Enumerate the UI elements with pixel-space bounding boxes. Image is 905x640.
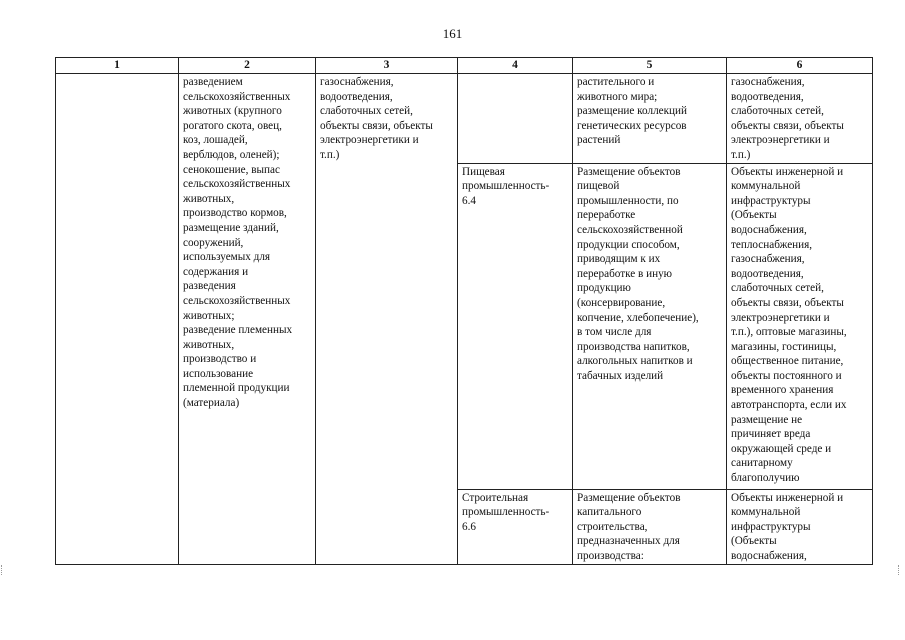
land-use-table — [55, 57, 873, 565]
page-number: 161 — [442, 26, 463, 41]
header-col-4: 4 — [458, 58, 573, 74]
use-type-cell: Строительная промышленность- 6.6 — [458, 489, 573, 564]
scan-mark — [898, 565, 903, 575]
header-col-5: 5 — [573, 58, 727, 74]
main-use-description-cell: разведением сельскохозяйственных животных (крупного рогатого скота, овец, коз, лошадей, верблюдов, оленей); сенокошение, выпас сельскохозяйственных животных, производство кормов, размещение зданий, сооружений, используемых для содержания и разведения сельскохозяйственных животных; разведение племенных животных, производство и использование племенной продукции (материала) — [179, 74, 316, 565]
use-description-cell: Размещение объектов капитального строительства, предназначенных для производства: — [573, 489, 727, 564]
permitted-objects-cell: газоснабжения, водоотведения, слаботочных сетей, объекты связи, объекты электроэнергетики и т.п.) — [727, 74, 873, 164]
permitted-objects-cell: Объекты инженерной и коммунальной инфраструктуры (Объекты водоснабжения, теплоснабжения, газоснабжения, водоотведения, слаботочных сетей, объекты связи, объекты электроэнергетики и т.п.), оптовые магазины, магазины, гостиницы, общественное питание, объекты постоянного и временного хранения автотранспорта, если их размещение не причиняет вреда окружающей среде и санитарному благополучию — [727, 163, 873, 489]
table-row — [56, 74, 873, 164]
header-row — [56, 58, 873, 74]
scan-mark — [1, 565, 6, 575]
use-type-cell: Пищевая промышленность- 6.4 — [458, 163, 573, 489]
use-description-cell: растительного и животного мира; размещение коллекций генетических ресурсов растений — [573, 74, 727, 164]
use-type-cell — [458, 74, 573, 164]
permitted-objects-cell: Объекты инженерной и коммунальной инфраструктуры (Объекты водоснабжения, — [727, 489, 873, 564]
header-col-3: 3 — [316, 58, 458, 74]
header-col-1: 1 — [56, 58, 179, 74]
use-description-cell: Размещение объектов пищевой промышленности, по переработке сельскохозяйственной продукции способом, приводящим к их переработке в иную продукцию (консервирование, копчение, хлебопечение), в том числе для производства напитков, алкогольных напитков и табачных изделий — [573, 163, 727, 489]
infrastructure-cell: газоснабжения, водоотведения, слаботочных сетей, объекты связи, объекты электроэнергетики и т.п.) — [316, 74, 458, 565]
header-col-2: 2 — [179, 58, 316, 74]
header-col-6: 6 — [727, 58, 873, 74]
zone-cell — [56, 74, 179, 565]
